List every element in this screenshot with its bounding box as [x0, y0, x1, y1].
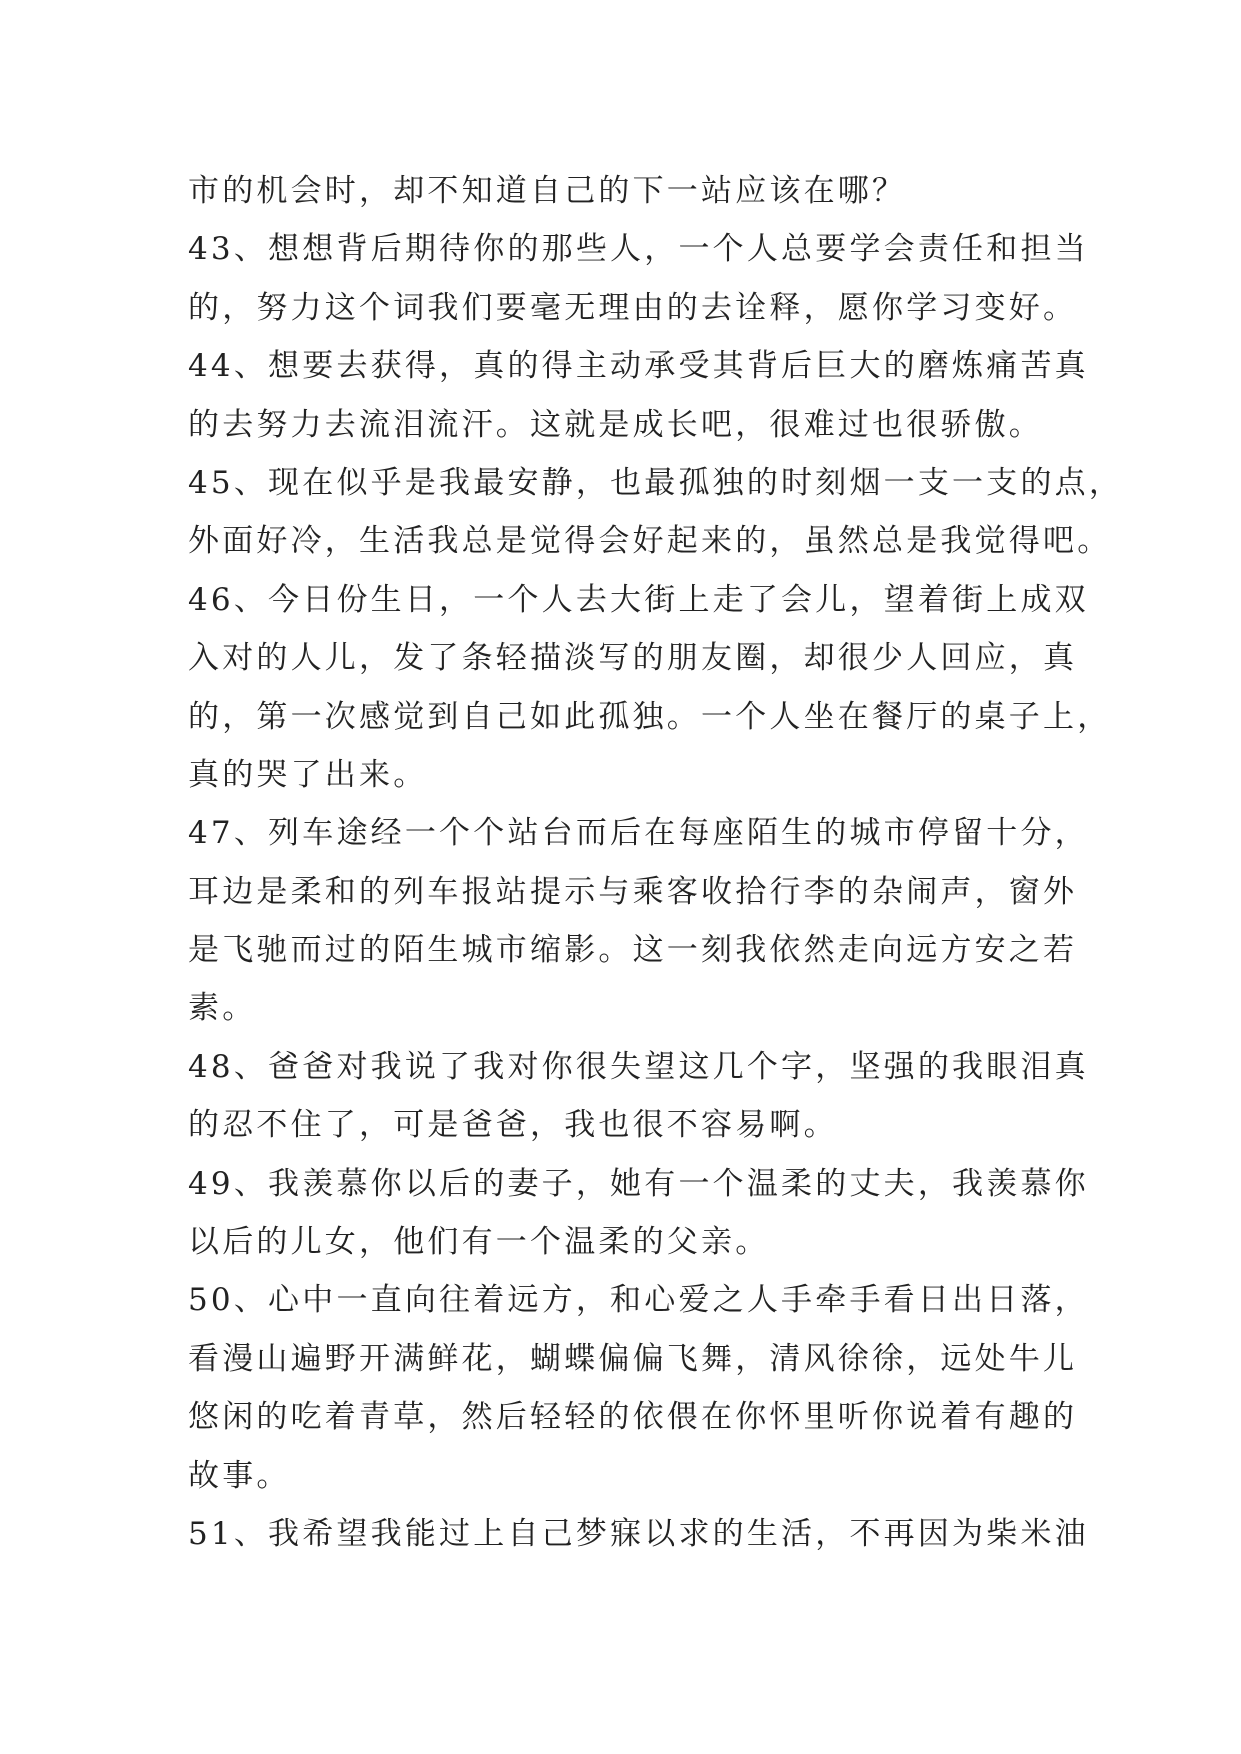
text-line: 45、现在似乎是我最安静，也最孤独的时刻烟一支一支的点， [188, 464, 1124, 501]
text-line: 故事。 [188, 1457, 291, 1494]
text-line: 耳边是柔和的列车报站提示与乘客收拾行李的杂闹声，窗外 [188, 873, 1078, 910]
text-line: 的，第一次感觉到自己如此孤独。一个人坐在餐厅的桌子上， [188, 698, 1112, 735]
text-line: 49、我羡慕你以后的妻子，她有一个温柔的丈夫，我羡慕你 [188, 1165, 1089, 1202]
text-line: 入对的人儿，发了条轻描淡写的朋友圈，却很少人回应，真 [188, 640, 1078, 677]
text-line: 51、我希望我能过上自己梦寐以求的生活，不再因为柴米油 [188, 1515, 1089, 1552]
text-line: 是飞驰而过的陌生城市缩影。这一刻我依然走向远方安之若 [188, 932, 1078, 969]
text-line: 50、心中一直向往着远方，和心爱之人手牵手看日出日落， [188, 1282, 1089, 1319]
text-line: 46、今日份生日，一个人去大街上走了会儿，望着街上成双 [188, 581, 1089, 618]
text-line: 的忍不住了，可是爸爸，我也很不容易啊。 [188, 1107, 838, 1144]
text-line: 48、爸爸对我说了我对你很失望这几个字，坚强的我眼泪真 [188, 1048, 1089, 1085]
text-line: 43、想想背后期待你的那些人，一个人总要学会责任和担当 [188, 231, 1089, 268]
text-line: 素。 [188, 990, 257, 1027]
text-line: 的，努力这个词我们要毫无理由的去诠释，愿你学习变好。 [188, 289, 1078, 326]
text-line: 外面好冷，生活我总是觉得会好起来的，虽然总是我觉得吧。 [188, 523, 1112, 560]
text-line: 44、想要去获得，真的得主动承受其背后巨大的磨炼痛苦真 [188, 348, 1089, 385]
text-line: 悠闲的吃着青草，然后轻轻的依偎在你怀里听你说着有趣的 [188, 1399, 1078, 1436]
text-line: 真的哭了出来。 [188, 756, 428, 793]
document-body [188, 162, 1124, 1563]
text-line: 看漫山遍野开满鲜花，蝴蝶偏偏飞舞，清风徐徐，远处牛儿 [188, 1340, 1078, 1377]
text-line: 的去努力去流泪流汗。这就是成长吧，很难过也很骄傲。 [188, 406, 1043, 443]
text-line: 以后的儿女，他们有一个温柔的父亲。 [188, 1224, 770, 1261]
text-line: 市的机会时，却不知道自己的下一站应该在哪？ [188, 173, 907, 209]
text-line: 47、列车途经一个个站台而后在每座陌生的城市停留十分， [188, 815, 1089, 852]
